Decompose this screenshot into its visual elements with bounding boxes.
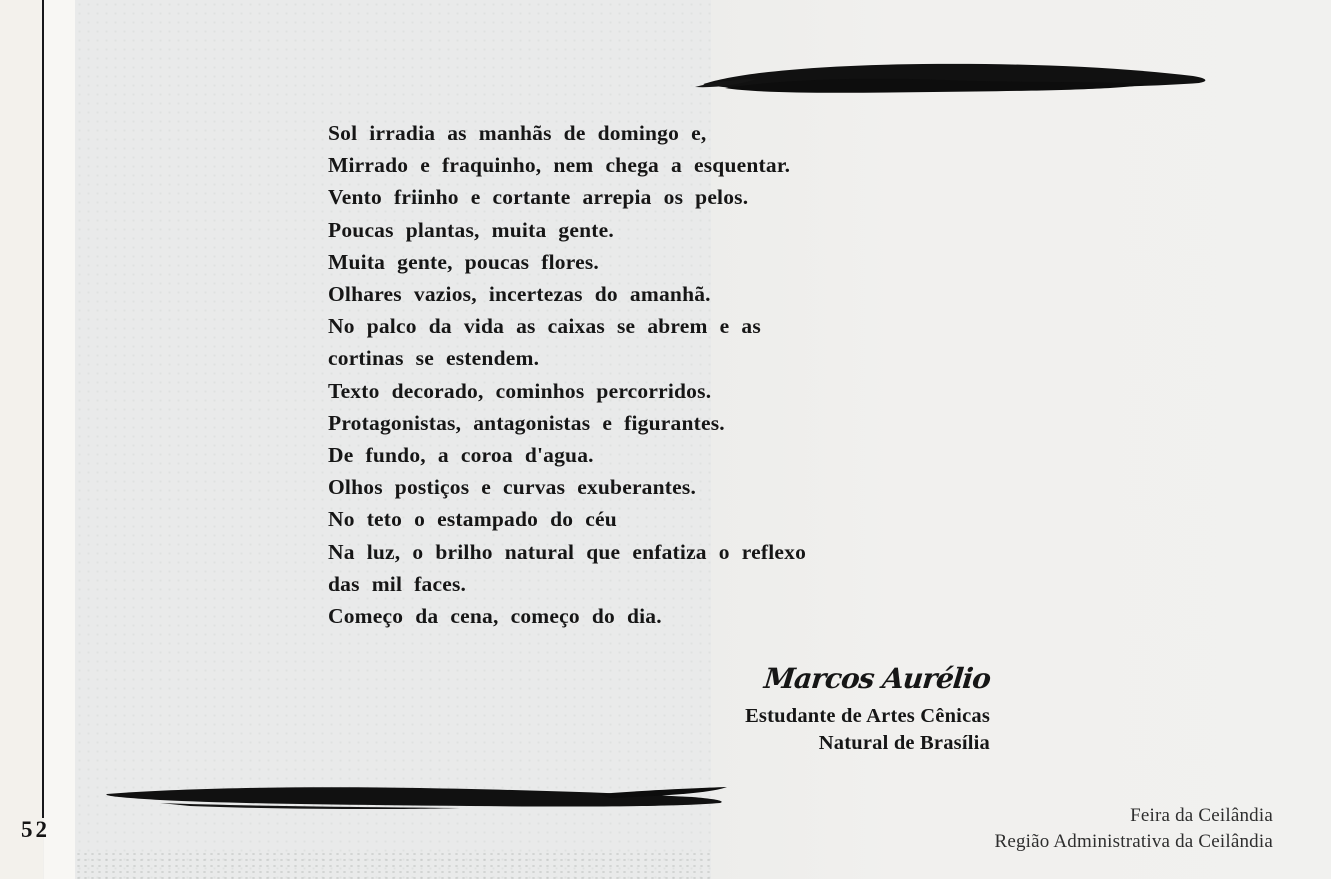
poem-text <box>328 117 888 632</box>
poem-line: Protagonistas, antagonistas e figurantes. <box>328 410 725 435</box>
location-caption <box>994 803 1273 855</box>
poem-line: Mirrado e fraquinho, nem chega a esquentar. <box>328 153 791 178</box>
poem-line: Olhos postiços e curvas exuberantes. <box>328 475 697 500</box>
author-role: Estudante de Artes Cênicas <box>745 705 990 727</box>
poem-line: No teto o estampado do céu <box>328 507 617 532</box>
left-margin-band <box>0 0 43 879</box>
poem-line: cortinas se estendem. <box>328 346 540 371</box>
author-signature: Marcos Aurélio <box>762 662 992 695</box>
poem-line: Na luz, o brilho natural que enfatiza o reflexo <box>328 539 807 564</box>
page-number: 52 <box>21 817 50 842</box>
poem-line: Começo da cena, começo do dia. <box>328 604 662 629</box>
brush-stroke-icon <box>100 779 730 817</box>
left-margin-rule <box>42 0 44 818</box>
poem-line: De fundo, a coroa d'agua. <box>328 443 594 468</box>
poem-line: Olhares vazios, incertezas do amanhã. <box>328 282 711 307</box>
poem-line: No palco da vida as caixas se abrem e as <box>328 314 761 339</box>
poem-line: Texto decorado, cominhos percorridos. <box>328 378 712 403</box>
location-caption-line2: Região Administrativa da Ceilândia <box>994 831 1273 852</box>
poem-line: das mil faces. <box>328 571 467 596</box>
poem-line: Muita gente, poucas flores. <box>328 249 599 274</box>
poem-line: Poucas plantas, muita gente. <box>328 217 614 242</box>
poem-line: Sol irradia as manhãs de domingo e, <box>328 121 707 145</box>
poem-line: Vento friinho e cortante arrepia os pelos. <box>328 185 749 210</box>
bottom-brush-stroke-decoration <box>100 779 730 817</box>
top-brush-stroke-decoration <box>693 56 1215 100</box>
brush-stroke-icon <box>693 56 1215 100</box>
author-origin: Natural de Brasília <box>818 732 990 754</box>
location-caption-line1: Feira da Ceilândia <box>1130 805 1273 826</box>
author-block <box>570 662 990 757</box>
gutter-band <box>44 0 75 879</box>
